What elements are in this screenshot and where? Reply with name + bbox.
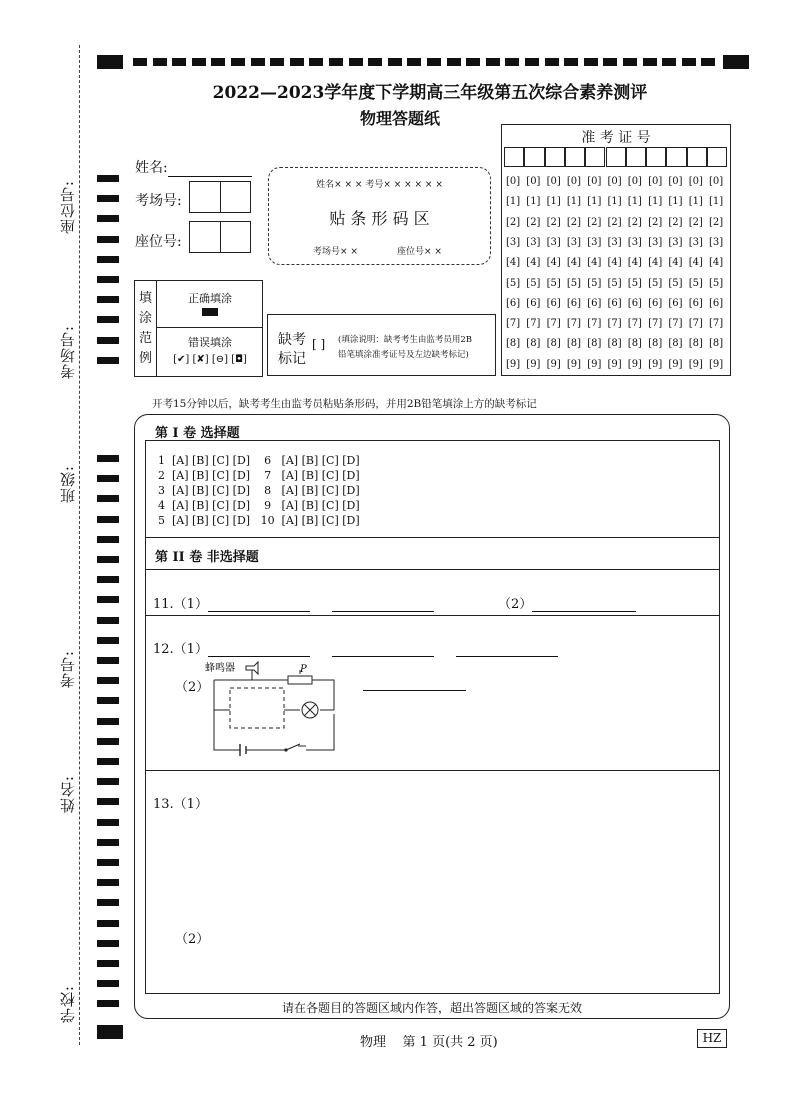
admission-digit-bubble[interactable]: [6] bbox=[668, 297, 683, 309]
admission-write-cell[interactable] bbox=[606, 147, 626, 167]
admission-digit-bubble[interactable]: [1] bbox=[627, 196, 642, 208]
mc-row[interactable]: 4 [A] [B] [C] [D] 9 [A] [B] [C] [D] bbox=[158, 499, 360, 512]
admission-digit-bubble[interactable]: [7] bbox=[607, 318, 622, 330]
resistor-p-label: P bbox=[300, 664, 307, 675]
seat-label: 座位号: bbox=[135, 234, 182, 250]
admission-digit-bubble[interactable]: [8] bbox=[709, 338, 724, 350]
admission-digit-bubble[interactable]: [3] bbox=[688, 236, 703, 248]
admission-digit-bubble[interactable]: [0] bbox=[526, 176, 541, 187]
admission-digit-bubble[interactable]: [4] bbox=[688, 257, 703, 269]
dash-mark bbox=[623, 58, 637, 66]
admission-title: 准 考 证 号 bbox=[581, 130, 651, 146]
admission-digit-bubble[interactable]: [9] bbox=[709, 358, 724, 370]
absent-note-2: 铅笔填涂准考证号及左边缺考标记) bbox=[338, 350, 469, 360]
timing-mark bbox=[97, 236, 119, 243]
admission-digit-bubble[interactable]: [9] bbox=[668, 358, 683, 370]
notice-text: 开考15分钟以后，缺考考生由监考员粘贴条形码，并用2B铅笔填涂上方的缺考标记 bbox=[152, 398, 537, 410]
q11-answer-1[interactable] bbox=[208, 597, 310, 612]
admission-digit-bubble[interactable]: [5] bbox=[546, 277, 561, 289]
circuit-diagram bbox=[200, 660, 345, 758]
admission-digit-bubble[interactable]: [7] bbox=[506, 318, 521, 330]
dash-mark bbox=[231, 58, 245, 66]
admission-write-cell[interactable] bbox=[585, 147, 605, 167]
admission-digit-bubble[interactable]: [9] bbox=[526, 358, 541, 370]
admission-digit-bubble[interactable]: [5] bbox=[506, 277, 521, 289]
admission-digit-bubble[interactable]: [6] bbox=[587, 297, 602, 309]
admission-digit-bubble[interactable]: [6] bbox=[627, 297, 642, 309]
timing-mark bbox=[97, 637, 119, 644]
admission-digit-bubble[interactable]: [4] bbox=[668, 257, 683, 269]
timing-marks-top bbox=[97, 175, 119, 375]
timing-mark bbox=[97, 697, 119, 704]
admission-digit-bubble[interactable]: [4] bbox=[506, 257, 521, 269]
timing-mark bbox=[97, 536, 119, 543]
admission-digit-bubble[interactable]: [3] bbox=[648, 236, 663, 248]
dash-mark bbox=[349, 58, 363, 66]
timing-mark bbox=[97, 576, 119, 583]
admission-digit-bubble[interactable]: [7] bbox=[709, 318, 724, 330]
admission-block bbox=[501, 124, 731, 376]
admission-digit-bubble[interactable]: [3] bbox=[607, 236, 622, 248]
timing-mark bbox=[97, 337, 119, 344]
admission-digit-bubble[interactable]: [1] bbox=[688, 196, 703, 208]
q12-answer-1[interactable] bbox=[208, 642, 310, 657]
admission-digit-bubble[interactable]: [5] bbox=[709, 277, 724, 289]
admission-digit-bubble[interactable]: [2] bbox=[668, 216, 683, 228]
side-label-exam-no: 考号: bbox=[59, 650, 77, 689]
admission-digit-bubble[interactable]: [0] bbox=[709, 176, 724, 187]
admission-digit-bubble[interactable]: [4] bbox=[607, 257, 622, 269]
admission-digit-bubble[interactable]: [2] bbox=[566, 216, 582, 228]
blackbox-dashed bbox=[230, 688, 284, 728]
admission-digit-bubble[interactable]: [5] bbox=[587, 277, 602, 289]
admission-digit-bubble[interactable]: [5] bbox=[627, 277, 642, 289]
admission-digit-bubble[interactable]: [6] bbox=[709, 297, 724, 309]
q13-label: 13.（1） bbox=[153, 797, 208, 812]
admission-digit-bubble[interactable]: [1] bbox=[668, 196, 683, 208]
absent-box bbox=[267, 314, 496, 376]
admission-digit-bubble[interactable]: [9] bbox=[566, 358, 582, 370]
wrong-fill-marks: [✔] [✘] [⊖] [◘] bbox=[173, 354, 247, 365]
mc-row[interactable]: 1 [A] [B] [C] [D] 6 [A] [B] [C] [D] bbox=[158, 454, 360, 467]
timing-mark bbox=[97, 617, 119, 624]
resistor-icon bbox=[288, 676, 312, 684]
dash-mark bbox=[133, 58, 147, 66]
admission-digit-bubble[interactable]: [0] bbox=[627, 176, 642, 187]
dash-mark bbox=[466, 58, 480, 66]
fill-example bbox=[134, 280, 263, 377]
timing-mark bbox=[97, 316, 119, 323]
dash-mark bbox=[407, 58, 421, 66]
admission-digit-bubble[interactable]: [0] bbox=[587, 176, 602, 187]
admission-digit-bubble[interactable]: [4] bbox=[627, 257, 642, 269]
admission-digit-bubble[interactable]: [6] bbox=[566, 297, 582, 309]
timing-mark bbox=[97, 357, 119, 364]
barcode-top-line: 姓名× × × 考号× × × × × × bbox=[316, 180, 443, 190]
dash-mark bbox=[172, 58, 186, 66]
top-marker-right bbox=[723, 55, 749, 69]
admission-digit-bubble[interactable]: [1] bbox=[546, 196, 561, 208]
timing-mark bbox=[97, 657, 119, 664]
buzzer-label: 蜂鸣器 bbox=[205, 663, 235, 674]
admission-write-cell[interactable] bbox=[504, 147, 524, 167]
admission-digit-bubble[interactable]: [3] bbox=[709, 236, 724, 248]
admission-write-cell[interactable] bbox=[524, 147, 544, 167]
dash-mark bbox=[427, 58, 441, 66]
admission-digit-bubble[interactable]: [9] bbox=[506, 358, 521, 370]
name-field[interactable] bbox=[168, 162, 252, 177]
footer-code: HZ bbox=[697, 1029, 727, 1048]
admission-digit-bubble[interactable]: [8] bbox=[668, 338, 683, 350]
dash-mark bbox=[584, 58, 598, 66]
admission-digit-bubble[interactable]: [0] bbox=[546, 176, 561, 187]
admission-digit-bubble[interactable]: [8] bbox=[587, 338, 602, 350]
admission-digit-bubble[interactable]: [5] bbox=[688, 277, 703, 289]
battery-icon bbox=[240, 744, 246, 756]
admission-digit-bubble[interactable]: [0] bbox=[506, 176, 521, 187]
dash-mark bbox=[545, 58, 559, 66]
footer-warning: 请在各题目的答题区域内作答，超出答题区域的答案无效 bbox=[281, 1001, 582, 1015]
admission-digit-bubble[interactable]: [2] bbox=[607, 216, 622, 228]
timing-mark bbox=[97, 556, 119, 563]
admission-digit-bubble[interactable]: [2] bbox=[648, 216, 663, 228]
timing-mark bbox=[97, 276, 119, 283]
dash-mark bbox=[251, 58, 265, 66]
dash-mark bbox=[662, 58, 676, 66]
admission-digit-bubble[interactable]: [4] bbox=[526, 257, 541, 269]
admission-digit-bubble[interactable]: [7] bbox=[587, 318, 602, 330]
timing-mark bbox=[97, 175, 119, 182]
admission-digit-bubble[interactable]: [8] bbox=[648, 338, 663, 350]
admission-digit-bubble[interactable]: [4] bbox=[566, 257, 582, 269]
dash-mark bbox=[525, 58, 539, 66]
dash-mark bbox=[329, 58, 343, 66]
admission-digit-bubble[interactable]: [7] bbox=[566, 318, 582, 330]
timing-mark bbox=[97, 980, 119, 987]
admission-digit-bubble[interactable]: [2] bbox=[709, 216, 724, 228]
mc-row[interactable]: 3 [A] [B] [C] [D] 8 [A] [B] [C] [D] bbox=[158, 484, 360, 497]
page-subtitle: 物理答题纸 bbox=[359, 109, 440, 128]
admission-digit-bubble[interactable]: [3] bbox=[627, 236, 642, 248]
barcode-room: 考场号× × bbox=[313, 247, 358, 257]
admission-digit-bubble[interactable]: [3] bbox=[587, 236, 602, 248]
q12-part2-label: （2） bbox=[175, 680, 210, 695]
admission-digit-bubble[interactable]: [2] bbox=[506, 216, 521, 228]
timing-mark bbox=[97, 879, 119, 886]
absent-label-1: 缺考 bbox=[278, 332, 306, 348]
admission-digit-bubble[interactable]: [0] bbox=[607, 176, 622, 187]
side-label-class: 班级: bbox=[59, 465, 77, 504]
admission-digit-bubble[interactable]: [0] bbox=[648, 176, 663, 187]
admission-digit-bubble[interactable]: [6] bbox=[546, 297, 561, 309]
admission-digit-bubble[interactable]: [3] bbox=[566, 236, 582, 248]
admission-digit-bubble[interactable]: [6] bbox=[506, 297, 521, 309]
timing-mark bbox=[97, 778, 119, 785]
admission-write-cell[interactable] bbox=[707, 147, 727, 167]
admission-digit-bubble[interactable]: [1] bbox=[709, 196, 724, 208]
barcode-area bbox=[268, 167, 491, 265]
timing-mark bbox=[97, 920, 119, 927]
side-label-exam-room: 考场号: bbox=[59, 325, 77, 380]
admission-digit-bubble[interactable]: [7] bbox=[688, 318, 703, 330]
q13-part2-label: （2） bbox=[175, 932, 210, 947]
admission-digit-bubble[interactable]: [4] bbox=[648, 257, 663, 269]
admission-digit-bubble[interactable]: [5] bbox=[668, 277, 683, 289]
mc-row[interactable]: 5 [A] [B] [C] [D] 10 [A] [B] [C] [D] bbox=[158, 514, 360, 527]
admission-digit-bubble[interactable]: [8] bbox=[607, 338, 622, 350]
switch-icon bbox=[286, 744, 300, 750]
timing-mark bbox=[97, 296, 119, 303]
absent-bracket[interactable]: [ ] bbox=[312, 337, 326, 351]
admission-digit-bubble[interactable]: [3] bbox=[546, 236, 561, 248]
dash-mark bbox=[643, 58, 657, 66]
dash-mark bbox=[682, 58, 696, 66]
dash-mark bbox=[368, 58, 382, 66]
q11-answer-2[interactable] bbox=[332, 597, 434, 612]
admission-write-cell[interactable] bbox=[626, 147, 646, 167]
admission-digit-bubble[interactable]: [8] bbox=[627, 338, 642, 350]
side-label-school: 学校: bbox=[59, 985, 77, 1024]
timing-mark bbox=[97, 256, 119, 263]
barcode-seat: 座位号× × bbox=[397, 247, 442, 257]
mc-row[interactable]: 2 [A] [B] [C] [D] 7 [A] [B] [C] [D] bbox=[158, 469, 360, 482]
dash-mark bbox=[564, 58, 578, 66]
timing-mark bbox=[97, 859, 119, 866]
admission-digit-bubble[interactable]: [7] bbox=[648, 318, 663, 330]
timing-mark bbox=[97, 899, 119, 906]
section2-title: 第 II 卷 非选择题 bbox=[155, 550, 259, 565]
admission-digit-bubble[interactable]: [9] bbox=[648, 358, 663, 370]
admission-digit-bubble[interactable]: [0] bbox=[688, 176, 703, 187]
correct-fill-label: 正确填涂 bbox=[188, 292, 232, 305]
timing-mark bbox=[97, 516, 119, 523]
timing-mark bbox=[97, 940, 119, 947]
side-label-seat: 座位号: bbox=[59, 180, 77, 235]
admission-digit-bubble[interactable]: [3] bbox=[526, 236, 541, 248]
dash-mark bbox=[505, 58, 519, 66]
dash-mark bbox=[211, 58, 225, 66]
admission-digit-bubble[interactable]: [7] bbox=[546, 318, 561, 330]
timing-mark bbox=[97, 738, 119, 745]
q11: 11.（1） bbox=[153, 593, 434, 612]
admission-digit-bubble[interactable]: [7] bbox=[627, 318, 642, 330]
timing-mark bbox=[97, 819, 119, 826]
admission-digit-bubble[interactable]: [5] bbox=[526, 277, 541, 289]
admission-digit-bubble[interactable]: [6] bbox=[648, 297, 663, 309]
timing-mark bbox=[97, 1000, 119, 1007]
admission-digit-bubble[interactable]: [8] bbox=[546, 338, 561, 350]
admission-digit-bubble[interactable]: [1] bbox=[648, 196, 663, 208]
name-label: 姓名: bbox=[135, 157, 252, 177]
dash-mark bbox=[270, 58, 284, 66]
admission-digit-bubble[interactable]: [2] bbox=[627, 216, 642, 228]
admission-write-cell[interactable] bbox=[687, 147, 707, 167]
top-dash-bar bbox=[133, 58, 717, 66]
correct-fill-mark bbox=[202, 308, 218, 316]
admission-digit-bubble[interactable]: [1] bbox=[587, 196, 602, 208]
dash-mark bbox=[153, 58, 167, 66]
q12-answer-3[interactable] bbox=[456, 642, 558, 657]
admission-digit-bubble[interactable]: [4] bbox=[546, 257, 561, 269]
binding-line bbox=[79, 45, 80, 1045]
dash-mark bbox=[486, 58, 500, 66]
timing-mark bbox=[97, 960, 119, 967]
timing-mark bbox=[97, 596, 119, 603]
timing-mark bbox=[97, 677, 119, 684]
seat-box[interactable] bbox=[189, 221, 251, 253]
admission-write-cell[interactable] bbox=[666, 147, 686, 167]
timing-mark bbox=[97, 718, 119, 725]
timing-mark bbox=[97, 455, 119, 462]
admission-digit-bubble[interactable]: [3] bbox=[506, 236, 521, 248]
q12-answer-2[interactable] bbox=[332, 642, 434, 657]
q12-answer-4[interactable] bbox=[363, 690, 466, 691]
dash-mark bbox=[309, 58, 323, 66]
switch-dot bbox=[284, 748, 287, 751]
admission-digit-bubble[interactable]: [9] bbox=[688, 358, 703, 370]
admission-digit-bubble[interactable]: [6] bbox=[688, 297, 703, 309]
admission-digit-bubble[interactable]: [9] bbox=[607, 358, 622, 370]
q13-answer-area[interactable] bbox=[146, 812, 719, 922]
timing-mark bbox=[97, 495, 119, 502]
admission-digit-bubble[interactable]: [1] bbox=[506, 196, 521, 208]
timing-mark bbox=[97, 215, 119, 222]
q12: 12.（1） bbox=[153, 638, 558, 657]
timing-mark bbox=[97, 839, 119, 846]
footer-page-info: 物理 第 1 页(共 2 页) bbox=[360, 1035, 498, 1050]
mc-block[interactable] bbox=[158, 454, 360, 529]
admission-digit-bubble[interactable]: [7] bbox=[526, 318, 541, 330]
admission-write-cell[interactable] bbox=[565, 147, 585, 167]
admission-digit-bubble[interactable]: [8] bbox=[688, 338, 703, 350]
top-marker-left bbox=[97, 55, 123, 69]
admission-digit-bubble[interactable]: [1] bbox=[607, 196, 622, 208]
admission-digit-bubble[interactable]: [0] bbox=[668, 176, 683, 187]
admission-digit-bubble[interactable]: [9] bbox=[546, 358, 561, 370]
q11-answer-3[interactable] bbox=[532, 597, 636, 612]
wrong-fill-label: 错误填涂 bbox=[188, 336, 232, 349]
dash-mark bbox=[603, 58, 617, 66]
timing-mark bbox=[97, 195, 119, 202]
bottom-marker-left bbox=[97, 1025, 123, 1039]
timing-mark bbox=[97, 798, 119, 805]
dash-mark bbox=[701, 58, 715, 66]
admission-digit-bubble[interactable]: [2] bbox=[546, 216, 561, 228]
admission-digit-bubble[interactable]: [8] bbox=[506, 338, 521, 350]
admission-digit-bubble[interactable]: [8] bbox=[526, 338, 541, 350]
barcode-title: 贴 条 形 码 区 bbox=[329, 209, 430, 228]
admission-digit-grid bbox=[506, 176, 728, 376]
absent-note-1: (填涂说明：缺考考生由监考员用2B bbox=[338, 335, 472, 345]
admission-write-row[interactable] bbox=[504, 147, 728, 167]
timing-mark bbox=[97, 758, 119, 765]
dash-mark bbox=[290, 58, 304, 66]
admission-digit-bubble[interactable]: [6] bbox=[526, 297, 541, 309]
timing-mark bbox=[97, 475, 119, 482]
fill-example-side: 填 涂 范 例 bbox=[135, 281, 157, 376]
admission-digit-bubble[interactable]: [3] bbox=[668, 236, 683, 248]
timing-marks-bottom bbox=[97, 455, 119, 1015]
admission-digit-bubble[interactable]: [5] bbox=[607, 277, 622, 289]
side-label-name: 姓名: bbox=[59, 775, 77, 814]
dash-mark bbox=[388, 58, 402, 66]
admission-digit-bubble[interactable]: [4] bbox=[709, 257, 724, 269]
room-label: 考场号: bbox=[135, 193, 182, 209]
admission-digit-bubble[interactable]: [6] bbox=[607, 297, 622, 309]
admission-digit-bubble[interactable]: [5] bbox=[566, 277, 582, 289]
room-box[interactable] bbox=[189, 181, 251, 213]
admission-digit-bubble[interactable]: [9] bbox=[587, 358, 602, 370]
admission-digit-bubble[interactable]: [5] bbox=[648, 277, 663, 289]
admission-digit-bubble[interactable]: [2] bbox=[587, 216, 602, 228]
admission-digit-bubble[interactable]: [1] bbox=[566, 196, 582, 208]
admission-write-cell[interactable] bbox=[646, 147, 666, 167]
admission-digit-bubble[interactable]: [1] bbox=[526, 196, 541, 208]
admission-digit-bubble[interactable]: [8] bbox=[566, 338, 582, 350]
q11-part2: （2） bbox=[498, 593, 636, 612]
dash-mark bbox=[192, 58, 206, 66]
admission-digit-bubble[interactable]: [2] bbox=[688, 216, 703, 228]
page-title: 2022—2023学年度下学期高三年级第五次综合素养测评 bbox=[212, 83, 648, 103]
admission-write-cell[interactable] bbox=[545, 147, 565, 167]
absent-label-2: 标记 bbox=[278, 351, 306, 367]
admission-digit-bubble[interactable]: [9] bbox=[627, 358, 642, 370]
admission-digit-bubble[interactable]: [2] bbox=[526, 216, 541, 228]
dash-mark bbox=[447, 58, 461, 66]
admission-digit-bubble[interactable]: [7] bbox=[668, 318, 683, 330]
admission-digit-bubble[interactable]: [4] bbox=[587, 257, 602, 269]
section1-title: 第 I 卷 选择题 bbox=[155, 426, 240, 441]
admission-digit-bubble[interactable]: [0] bbox=[566, 176, 582, 187]
